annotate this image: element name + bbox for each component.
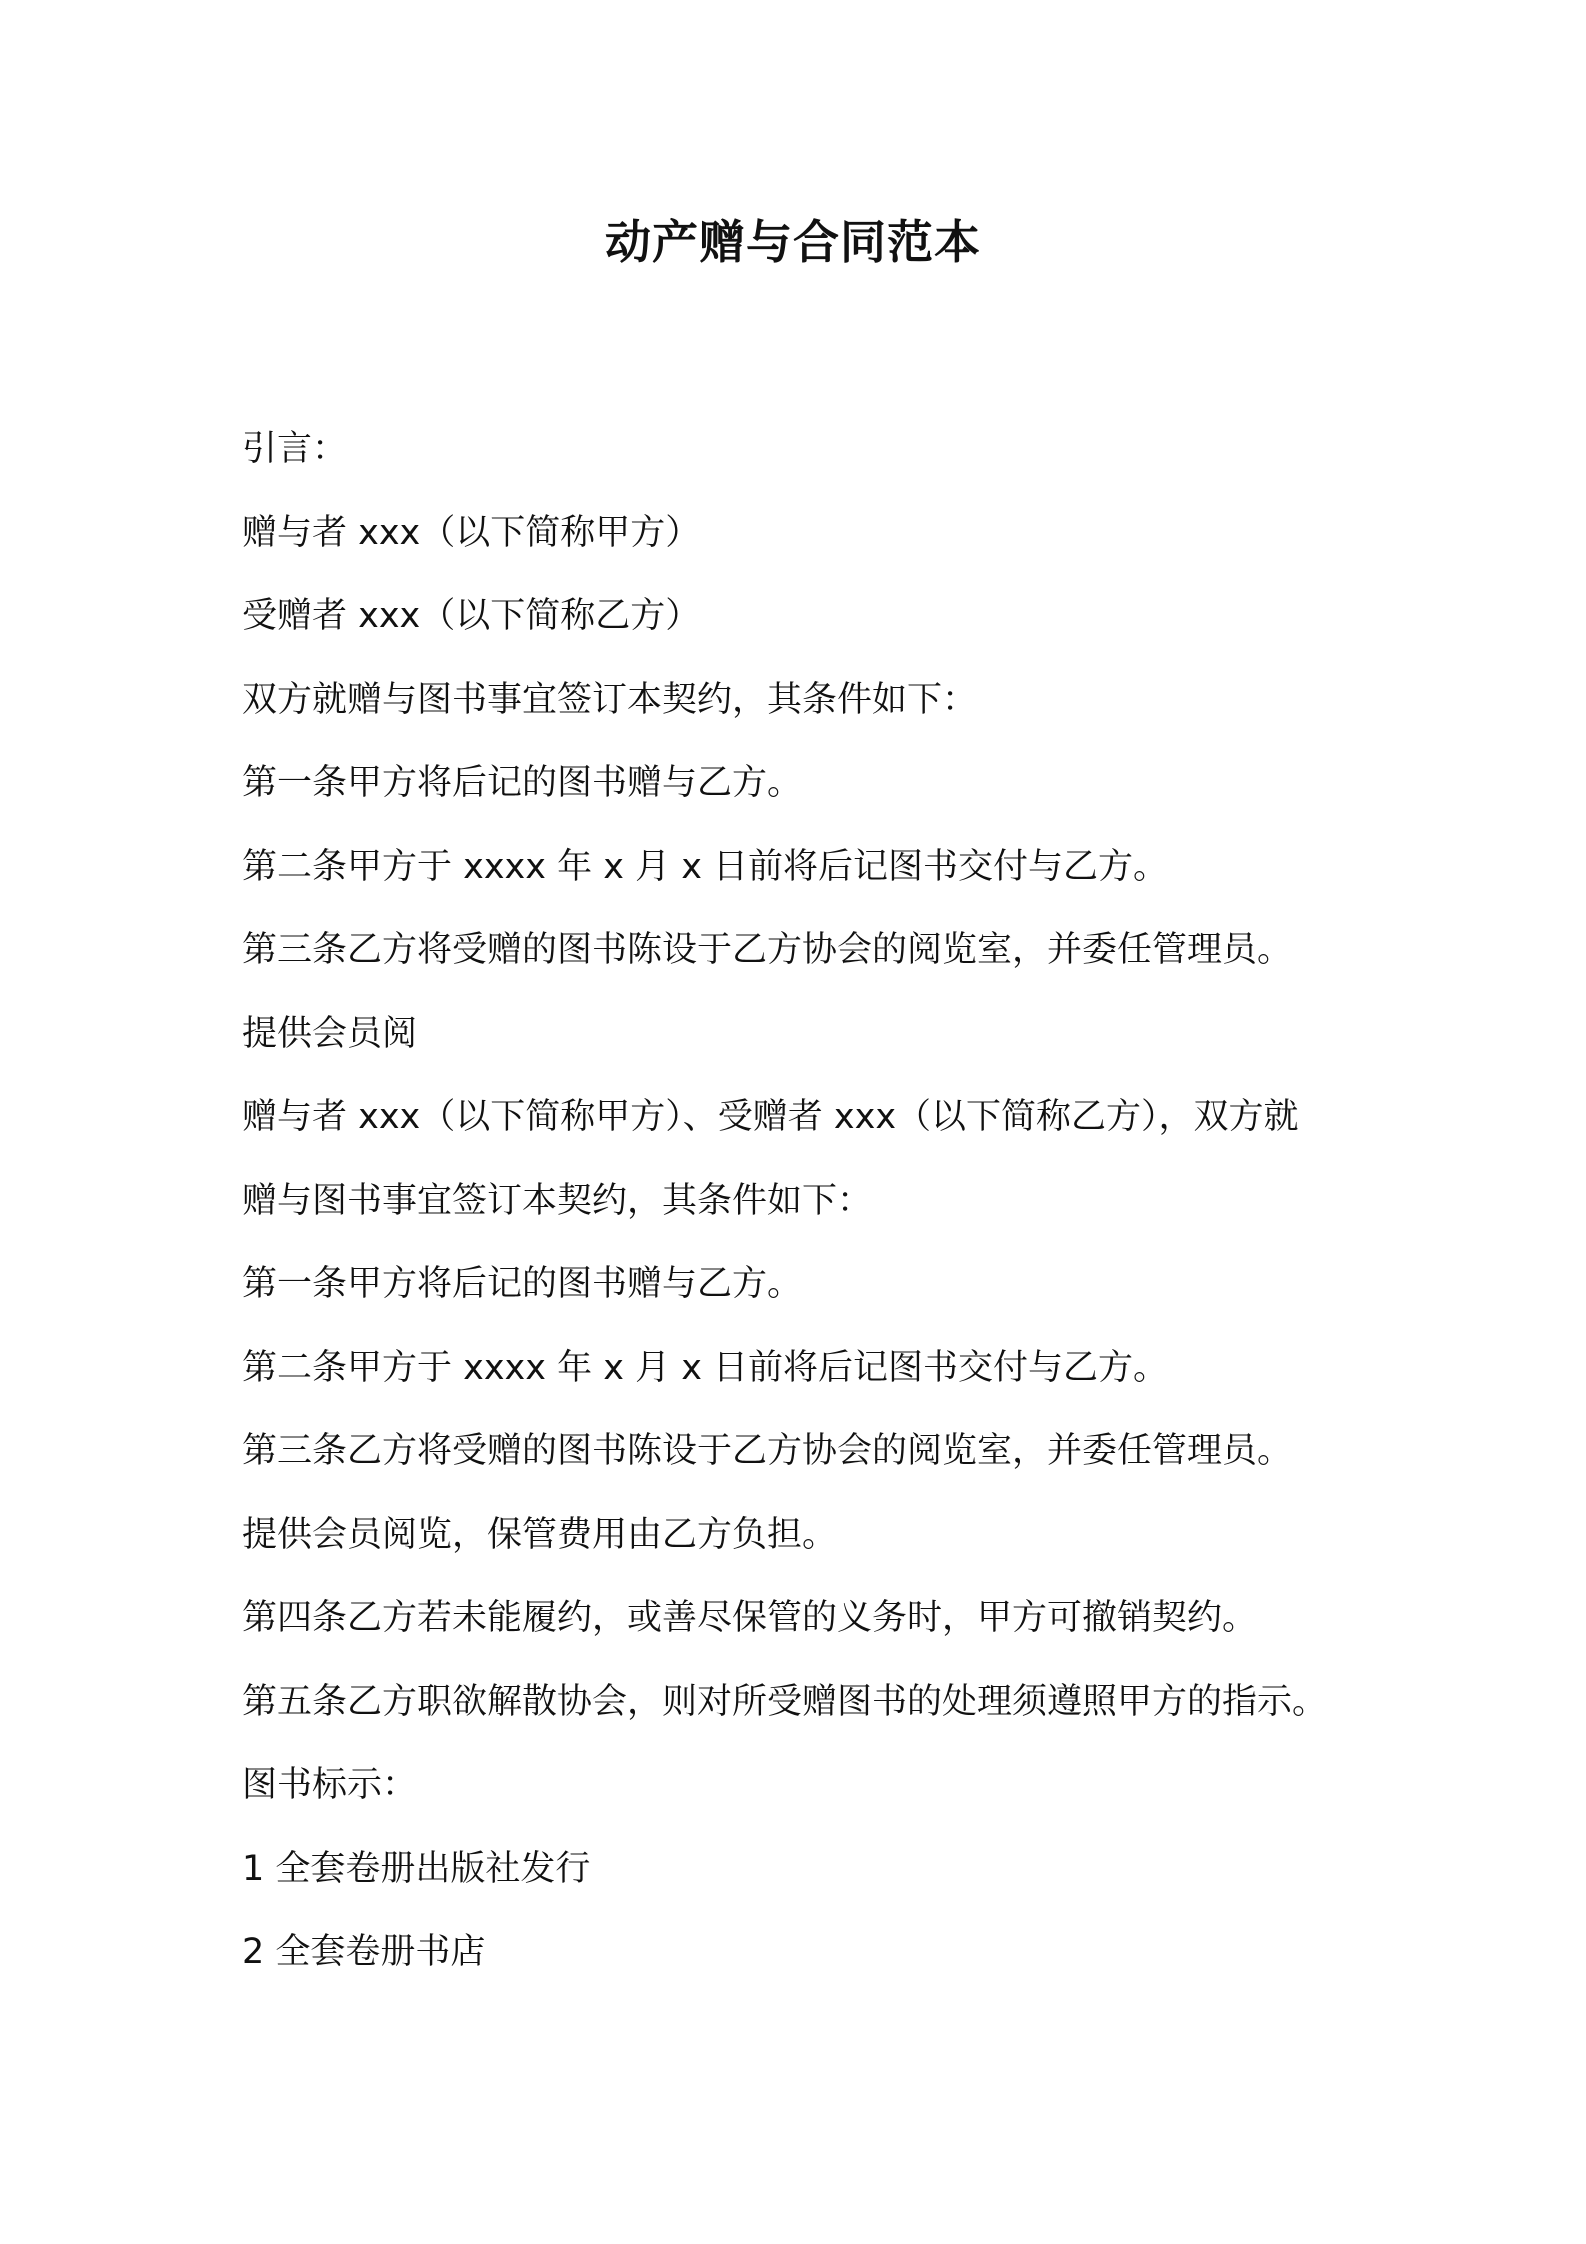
paragraph-article-3: 第三条乙方将受赠的图书陈设于乙方协会的阅览室，并委任管理员。 — [242, 930, 1293, 970]
paragraph-agreement-2: 赠与图书事宜签订本契约，其条件如下： — [242, 1180, 873, 1221]
paragraph-book-item-1: 1 全套卷册出版社发行 — [242, 1848, 591, 1889]
paragraph-donee: 受赠者 xxx（以下简称乙方） — [242, 596, 701, 636]
paragraph-article-1-repeat: 第一条甲方将后记的图书赠与乙方。 — [242, 1264, 803, 1304]
paragraph-parties: 赠与者 xxx（以下简称甲方）、受赠者 xxx（以下简称乙方），双方就 — [242, 1097, 1299, 1137]
paragraph-article-1: 第一条甲方将后记的图书赠与乙方。 — [242, 763, 803, 803]
paragraph-article-3-repeat: 第三条乙方将受赠的图书陈设于乙方协会的阅览室，并委任管理员。 — [242, 1431, 1293, 1471]
paragraph-book-label-heading: 图书标示： — [242, 1765, 418, 1805]
paragraph-article-2-repeat: 第二条甲方于 xxxx 年 x 月 x 日前将后记图书交付与乙方。 — [242, 1347, 1169, 1388]
paragraph-donor: 赠与者 xxx（以下简称甲方） — [242, 512, 701, 553]
paragraph-member-access: 提供会员阅 — [242, 1013, 418, 1054]
paragraph-article-2: 第二条甲方于 xxxx 年 x 月 x 日前将后记图书交付与乙方。 — [242, 846, 1169, 887]
document-body — [242, 408, 1442, 1995]
paragraph-article-4: 第四条乙方若未能履约，或善尽保管的义务时，甲方可撤销契约。 — [242, 1598, 1258, 1638]
paragraph-intro: 引言： — [242, 429, 348, 469]
document-title: 动产赠与合同范本 — [605, 215, 981, 269]
paragraph-agreement: 双方就赠与图书事宜签订本契约，其条件如下： — [242, 679, 978, 720]
paragraph-article-5: 第五条乙方职欲解散协会，则对所受赠图书的处理须遵照甲方的指示。 — [242, 1681, 1328, 1722]
paragraph-member-access-full: 提供会员阅览，保管费用由乙方负担。 — [242, 1514, 838, 1555]
paragraph-book-item-2: 2 全套卷册书店 — [242, 1932, 486, 1972]
